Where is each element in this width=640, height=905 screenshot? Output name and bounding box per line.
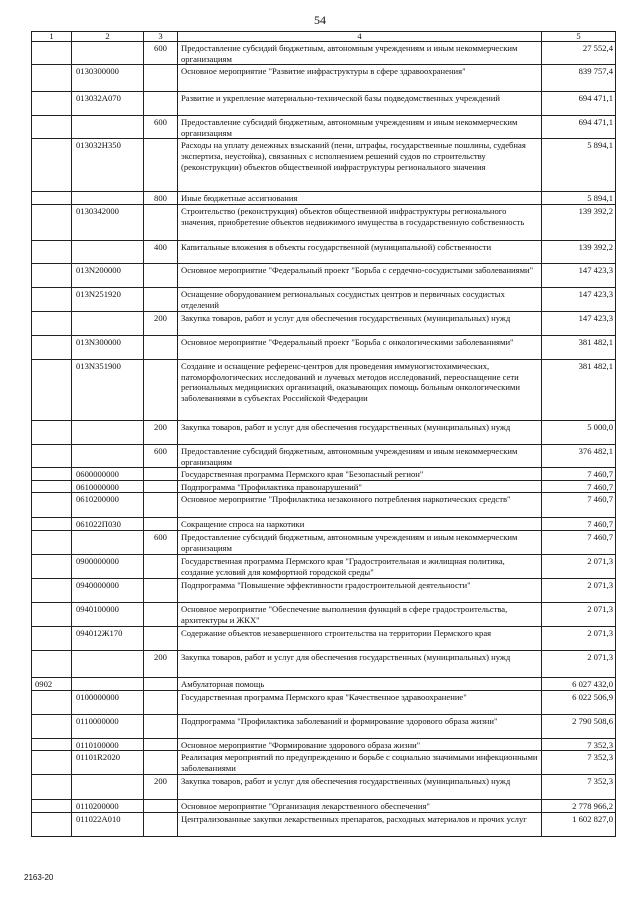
- table-row: [32, 444, 616, 467]
- expense-type-cell: [144, 800, 178, 813]
- target-article-cell: [72, 650, 144, 677]
- section-cell: [32, 812, 72, 836]
- expense-type-cell: [144, 139, 178, 192]
- column-header-1: 1: [32, 32, 72, 42]
- table-row: [32, 751, 616, 775]
- amount-cell: 7 460,7: [542, 493, 616, 518]
- target-article-cell: 0110100000: [72, 738, 144, 751]
- item-name-cell: Содержание объектов незавершенного строительства на территории Пермского края: [178, 626, 542, 650]
- column-header-5: 5: [542, 32, 616, 42]
- table-row: [32, 335, 616, 359]
- item-name-cell: Основное мероприятие "Формирование здорового образа жизни": [178, 738, 542, 751]
- amount-cell: 5 894,1: [542, 192, 616, 205]
- table-row: [32, 204, 616, 240]
- expense-type-cell: 400: [144, 240, 178, 263]
- item-name-cell: Подпрограмма "Повышение эффективности градостроительной деятельности": [178, 578, 542, 602]
- target-article-cell: 0100000000: [72, 690, 144, 714]
- section-cell: [32, 751, 72, 775]
- expense-type-cell: 200: [144, 650, 178, 677]
- section-cell: [32, 530, 72, 554]
- expense-type-cell: 600: [144, 42, 178, 65]
- amount-cell: 2 778 966,2: [542, 800, 616, 813]
- item-name-cell: Основное мероприятие "Организация лекарственного обеспечения": [178, 800, 542, 813]
- amount-cell: 7 352,3: [542, 751, 616, 775]
- target-article-cell: 094012Ж170: [72, 626, 144, 650]
- table-row: [32, 677, 616, 690]
- section-cell: [32, 578, 72, 602]
- item-name-cell: Подпрограмма "Профилактика правонарушений": [178, 480, 542, 493]
- expense-type-cell: 600: [144, 444, 178, 467]
- expense-type-cell: 800: [144, 192, 178, 205]
- section-cell: [32, 92, 72, 116]
- target-article-cell: [72, 240, 144, 263]
- amount-cell: 5 000,0: [542, 420, 616, 444]
- amount-cell: 2 071,3: [542, 650, 616, 677]
- section-cell: [32, 42, 72, 65]
- item-name-cell: Государственная программа Пермского края "Качественное здравоохранение": [178, 690, 542, 714]
- section-cell: [32, 800, 72, 813]
- expense-type-cell: [144, 690, 178, 714]
- expense-type-cell: [144, 812, 178, 836]
- target-article-cell: 0940100000: [72, 602, 144, 626]
- table-row: [32, 530, 616, 554]
- item-name-cell: Основное мероприятие "Профилактика незаконного потребления наркотических средств": [178, 493, 542, 518]
- table-row: [32, 92, 616, 116]
- item-name-cell: Закупка товаров, работ и услуг для обеспечения государственных (муниципальных) нужд: [178, 311, 542, 335]
- page-number: 54: [314, 13, 326, 27]
- amount-cell: 6 027 432,0: [542, 677, 616, 690]
- table-row: [32, 468, 616, 481]
- section-cell: [32, 626, 72, 650]
- amount-cell: 839 757,4: [542, 65, 616, 92]
- budget-table-container: [31, 31, 615, 837]
- target-article-cell: [72, 42, 144, 65]
- section-cell: [32, 204, 72, 240]
- section-cell: [32, 444, 72, 467]
- section-cell: [32, 359, 72, 420]
- section-cell: [32, 139, 72, 192]
- section-cell: [32, 775, 72, 800]
- target-article-cell: 013032А070: [72, 92, 144, 116]
- budget-table: [31, 31, 616, 837]
- amount-cell: 5 894,1: [542, 139, 616, 192]
- section-cell: [32, 602, 72, 626]
- section-cell: [32, 480, 72, 493]
- item-name-cell: Оснащение оборудованием региональных сосудистых центров и первичных сосудистых отделений: [178, 287, 542, 311]
- expense-type-cell: [144, 738, 178, 751]
- table-row: [32, 42, 616, 65]
- target-article-cell: 0110000000: [72, 714, 144, 738]
- expense-type-cell: [144, 204, 178, 240]
- target-article-cell: 0610200000: [72, 493, 144, 518]
- section-cell: [32, 468, 72, 481]
- item-name-cell: Расходы на уплату денежных взысканий (пени, штрафы, государственные пошлины, судебная экспертиза, неустойка), связанных с исполнением решений судов по строительству (реконструкции) объектов общественной инфраструктуры регионального значения: [178, 139, 542, 192]
- expense-type-cell: [144, 493, 178, 518]
- expense-type-cell: 600: [144, 116, 178, 139]
- section-cell: [32, 335, 72, 359]
- amount-cell: 7 352,3: [542, 775, 616, 800]
- item-name-cell: Основное мероприятие "Обеспечение выполнения функций в сфере градостроительства, архитектуры и ЖКХ": [178, 602, 542, 626]
- table-row: [32, 493, 616, 518]
- section-cell: [32, 420, 72, 444]
- target-article-cell: 061022П030: [72, 518, 144, 531]
- expense-type-cell: [144, 65, 178, 92]
- target-article-cell: 0940000000: [72, 578, 144, 602]
- table-row: [32, 116, 616, 139]
- amount-cell: 381 482,1: [542, 335, 616, 359]
- target-article-cell: [72, 420, 144, 444]
- item-name-cell: Предоставление субсидий бюджетным, автономным учреждениям и иным некоммерческим организациям: [178, 444, 542, 467]
- section-cell: [32, 65, 72, 92]
- item-name-cell: Основное мероприятие "Федеральный проект "Борьба с онкологическими заболеваниями": [178, 335, 542, 359]
- amount-cell: 7 460,7: [542, 530, 616, 554]
- amount-cell: 7 460,7: [542, 480, 616, 493]
- table-row: [32, 420, 616, 444]
- table-row: [32, 714, 616, 738]
- item-name-cell: Предоставление субсидий бюджетным, автономным учреждениям и иным некоммерческим организациям: [178, 116, 542, 139]
- expense-type-cell: [144, 335, 178, 359]
- amount-cell: 2 071,3: [542, 554, 616, 578]
- item-name-cell: Государственная программа Пермского края "Градостроительная и жилищная политика, создание условий для комфортной городской среды": [178, 554, 542, 578]
- target-article-cell: 0610000000: [72, 480, 144, 493]
- table-row: [32, 240, 616, 263]
- amount-cell: 381 482,1: [542, 359, 616, 420]
- amount-cell: 147 423,3: [542, 263, 616, 287]
- table-row: [32, 518, 616, 531]
- expense-type-cell: [144, 714, 178, 738]
- target-article-cell: 013N251920: [72, 287, 144, 311]
- target-article-cell: 013N300000: [72, 335, 144, 359]
- table-row: [32, 554, 616, 578]
- section-cell: [32, 690, 72, 714]
- target-article-cell: 0130300000: [72, 65, 144, 92]
- table-row: [32, 690, 616, 714]
- document-code: 2163-20: [24, 873, 54, 882]
- section-cell: [32, 714, 72, 738]
- item-name-cell: Создание и оснащение референс-центров для проведения иммуногистохимических, патоморфологических исследований и лучевых методов исследований, переоснащение сети региональных медицинских организаций, оказывающих помощь больным онкологическими заболеваниями в субъектах Российской Федерации: [178, 359, 542, 420]
- expense-type-cell: [144, 518, 178, 531]
- expense-type-cell: [144, 602, 178, 626]
- item-name-cell: Закупка товаров, работ и услуг для обеспечения государственных (муниципальных) нужд: [178, 420, 542, 444]
- target-article-cell: 013032Н350: [72, 139, 144, 192]
- amount-cell: 2 071,3: [542, 578, 616, 602]
- target-article-cell: 0900000000: [72, 554, 144, 578]
- table-body: [32, 42, 616, 837]
- expense-type-cell: [144, 92, 178, 116]
- amount-cell: 147 423,3: [542, 311, 616, 335]
- target-article-cell: [72, 311, 144, 335]
- table-row: [32, 480, 616, 493]
- target-article-cell: [72, 192, 144, 205]
- target-article-cell: [72, 775, 144, 800]
- table-row: [32, 263, 616, 287]
- item-name-cell: Иные бюджетные ассигнования: [178, 192, 542, 205]
- target-article-cell: 013N351900: [72, 359, 144, 420]
- expense-type-cell: [144, 468, 178, 481]
- item-name-cell: Предоставление субсидий бюджетным, автономным учреждениям и иным некоммерческим организациям: [178, 42, 542, 65]
- item-name-cell: Закупка товаров, работ и услуг для обеспечения государственных (муниципальных) нужд: [178, 650, 542, 677]
- table-row: [32, 800, 616, 813]
- section-cell: [32, 650, 72, 677]
- section-cell: [32, 554, 72, 578]
- expense-type-cell: [144, 480, 178, 493]
- item-name-cell: Амбулаторная помощь: [178, 677, 542, 690]
- expense-type-cell: 200: [144, 775, 178, 800]
- amount-cell: 139 392,2: [542, 204, 616, 240]
- expense-type-cell: [144, 359, 178, 420]
- item-name-cell: Предоставление субсидий бюджетным, автономным учреждениям и иным некоммерческим организациям: [178, 530, 542, 554]
- column-number-row: [32, 32, 616, 42]
- target-article-cell: 0130342000: [72, 204, 144, 240]
- table-row: [32, 192, 616, 205]
- section-cell: [32, 116, 72, 139]
- item-name-cell: Развитие и укрепление материально-технической базы подведомственных учреждений: [178, 92, 542, 116]
- section-cell: [32, 240, 72, 263]
- item-name-cell: Реализация мероприятий по предупреждению и борьбе с социально значимыми инфекционными заболеваниями: [178, 751, 542, 775]
- expense-type-cell: [144, 263, 178, 287]
- item-name-cell: Основное мероприятие "Развитие инфраструктуры в сфере здравоохранения": [178, 65, 542, 92]
- section-cell: [32, 518, 72, 531]
- target-article-cell: 013N200000: [72, 263, 144, 287]
- amount-cell: 376 482,1: [542, 444, 616, 467]
- amount-cell: 2 071,3: [542, 602, 616, 626]
- table-row: [32, 578, 616, 602]
- item-name-cell: Капитальные вложения в объекты государственной (муниципальной) собственности: [178, 240, 542, 263]
- amount-cell: 139 392,2: [542, 240, 616, 263]
- expense-type-cell: 200: [144, 420, 178, 444]
- amount-cell: 7 352,3: [542, 738, 616, 751]
- expense-type-cell: [144, 751, 178, 775]
- table-row: [32, 311, 616, 335]
- expense-type-cell: 600: [144, 530, 178, 554]
- item-name-cell: Сокращение спроса на наркотики: [178, 518, 542, 531]
- target-article-cell: 0110200000: [72, 800, 144, 813]
- expense-type-cell: [144, 626, 178, 650]
- expense-type-cell: [144, 578, 178, 602]
- target-article-cell: [72, 530, 144, 554]
- table-row: [32, 738, 616, 751]
- section-cell: 0902: [32, 677, 72, 690]
- amount-cell: 694 471,1: [542, 92, 616, 116]
- amount-cell: 6 022 506,9: [542, 690, 616, 714]
- section-cell: [32, 192, 72, 205]
- expense-type-cell: [144, 677, 178, 690]
- expense-type-cell: [144, 554, 178, 578]
- amount-cell: 2 071,3: [542, 626, 616, 650]
- table-row: [32, 359, 616, 420]
- target-article-cell: 011022А010: [72, 812, 144, 836]
- item-name-cell: Закупка товаров, работ и услуг для обеспечения государственных (муниципальных) нужд: [178, 775, 542, 800]
- column-header-2: 2: [72, 32, 144, 42]
- table-row: [32, 812, 616, 836]
- target-article-cell: [72, 116, 144, 139]
- amount-cell: 7 460,7: [542, 468, 616, 481]
- section-cell: [32, 738, 72, 751]
- target-article-cell: 01101R2020: [72, 751, 144, 775]
- amount-cell: 1 602 827,0: [542, 812, 616, 836]
- table-row: [32, 650, 616, 677]
- amount-cell: 2 790 508,6: [542, 714, 616, 738]
- amount-cell: 147 423,3: [542, 287, 616, 311]
- table-row: [32, 602, 616, 626]
- item-name-cell: Государственная программа Пермского края "Безопасный регион": [178, 468, 542, 481]
- item-name-cell: Подпрограмма "Профилактика заболеваний и формирование здорового образа жизни": [178, 714, 542, 738]
- expense-type-cell: 200: [144, 311, 178, 335]
- table-row: [32, 65, 616, 92]
- section-cell: [32, 263, 72, 287]
- amount-cell: 7 460,7: [542, 518, 616, 531]
- section-cell: [32, 287, 72, 311]
- table-row: [32, 139, 616, 192]
- amount-cell: 27 552,4: [542, 42, 616, 65]
- column-header-4: 4: [178, 32, 542, 42]
- expense-type-cell: [144, 287, 178, 311]
- target-article-cell: [72, 677, 144, 690]
- item-name-cell: Строительство (реконструкция) объектов общественной инфраструктуры регионального значения, приобретение объектов недвижимого имущества в государственную собственность: [178, 204, 542, 240]
- amount-cell: 694 471,1: [542, 116, 616, 139]
- item-name-cell: Основное мероприятие "Федеральный проект "Борьба с сердечно-сосудистыми заболеваниями": [178, 263, 542, 287]
- target-article-cell: 0600000000: [72, 468, 144, 481]
- table-row: [32, 287, 616, 311]
- section-cell: [32, 311, 72, 335]
- table-row: [32, 626, 616, 650]
- target-article-cell: [72, 444, 144, 467]
- item-name-cell: Централизованные закупки лекарственных препаратов, расходных материалов и прочих услуг: [178, 812, 542, 836]
- table-row: [32, 775, 616, 800]
- section-cell: [32, 493, 72, 518]
- column-header-3: 3: [144, 32, 178, 42]
